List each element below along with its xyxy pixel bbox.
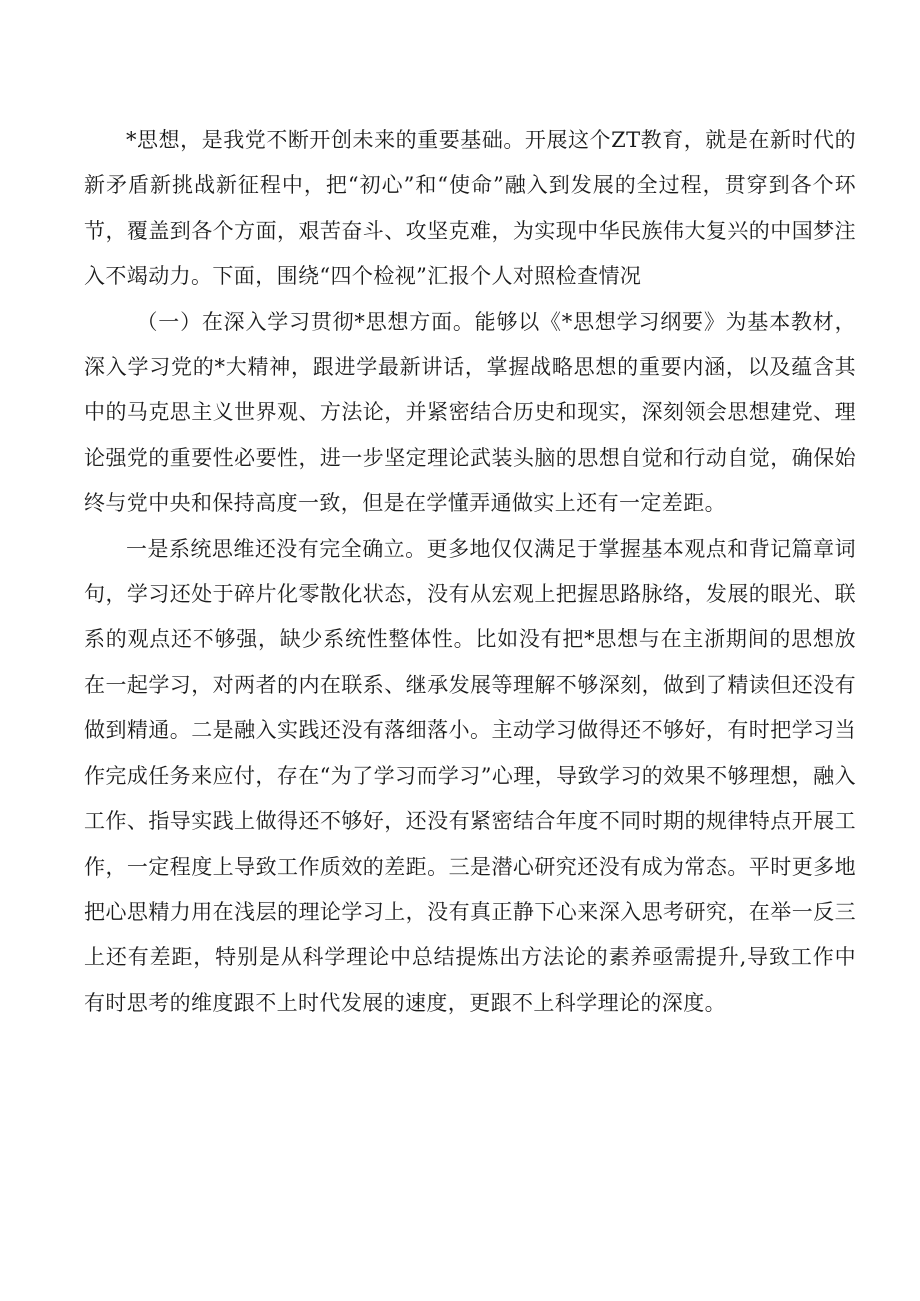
paragraph-problems: 一是系统思维还没有完全确立。更多地仅仅满足于掌握基本观点和背记篇章词句，学习还处于碎片化零散化状态，没有从宏观上把握思路脉络，发展的眼光、联系的观点还不够强，缺少系统性整体性。比如没有把*思想与在主浙期间的思想放在一起学习，对两者的内在联系、继承发展等理解不够深刻，做到了精读但还没有做到精通。二是融入实践还没有落细落小。主动学习做得还不够好，有时把学习当作完成任务来应付，存在“为了学习而学习”心理，导致学习的效果不够理想，融入工作、指导实践上做得还不够好，还没有紧密结合年度不同时期的规律特点开展工作，一定程度上导致工作质效的差距。三是潜心研究还没有成为常态。平时更多地把心思精力用在浅层的理论学习上，没有真正静下心来深入思考研究，在举一反三上还有差距，特别是从科学理论中总结提炼出方法论的素养亟需提升,导致工作中有时思考的维度跟不上时代发展的速度，更跟不上科学理论的深度。 — [84, 536, 856, 1015]
paragraph-section-one: （一）在深入学习贯彻*思想方面。能够以《*思想学习纲要》为基本教材，深入学习党的*大精神，跟进学最新讲话，掌握战略思想的重要内涵，以及蕴含其中的马克思主义世界观、方法论，并紧密结合历史和现实，深刻领会思想建党、理论强党的重要性必要性，进一步坚定理论武装头脑的思想自觉和行动自觉，确保始终与党中央和保持高度一致，但是在学懂弄通做实上还有一定差距。 — [84, 309, 856, 516]
paragraph-intro: *思想，是我党不断开创未来的重要基础。开展这个ZT教育，就是在新时代的新矛盾新挑战新征程中，把“初心”和“使命”融入到发展的全过程，贯穿到各个环节，覆盖到各个方面，艰苦奋斗、攻坚克难，为实现中华民族伟大复兴的中国梦注入不竭动力。下面，围绕“四个检视”汇报个人对照检查情况 — [84, 128, 856, 289]
document-page — [84, 118, 856, 1026]
